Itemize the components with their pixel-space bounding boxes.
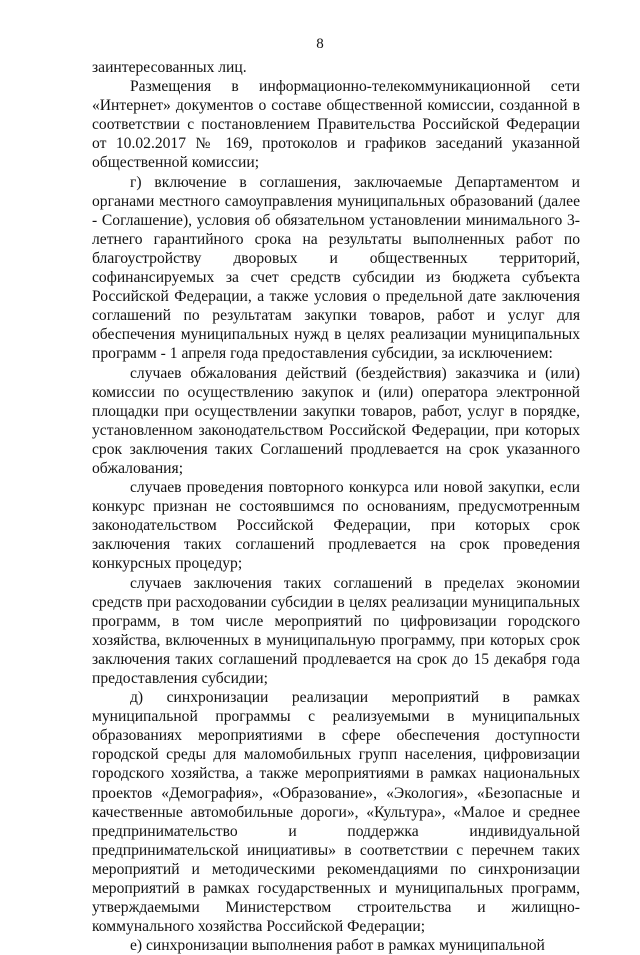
paragraph-publication: Размещения в информационно-телекоммуникационной сети «Интернет» документов о составе общественной комиссии, созданной в соответствии с постановлением Правительства Российской Федерации от 10.02.2017 № 169, протоколов и графиков заседаний указанной общественной комиссии; — [92, 78, 580, 172]
paragraph-continuation: заинтересованных лиц. — [92, 59, 247, 76]
document-body — [92, 58, 580, 955]
paragraph-item-d: д) синхронизации реализации мероприятий в рамках муниципальной программы с реализуемыми в муниципальных образованиях мероприятиями в сфере обеспечения доступности городской среды для маломобильных групп населения, цифровизации городского хозяйства, а также мероприятиями в рамках национальных проектов «Демография», «Образование», «Экология», «Безопасные и качественные автомобильные дороги», «Культура», «Малое и среднее предпринимательство и поддержка индивидуальной предпринимательской инициативы» в соответствии с перечнем таких мероприятий и методическими рекомендациями по синхронизации мероприятий в рамках государственных и муниципальных программ, утверждаемыми Министерством строительства и жилищно-коммунального хозяйства Российской Федерации; — [92, 689, 580, 936]
paragraph-exception-appeal: случаев обжалования действий (бездействия) заказчика и (или) комиссии по осуществлению закупок и (или) оператора электронной площадки при осуществлении закупки товаров, работ, услуг в порядке, установленном законодательством Российской Федерации, при которых срок заключения таких Соглашений продлевается на срок указанного обжалования; — [92, 364, 580, 477]
paragraph-item-g: г) включение в соглашения, заключаемые Департаментом и органами местного самоуправления муниципальных образований (далее - Соглашение), условия об обязательном установлении минимального 3-летнего гарантийного срока на результаты выполненных работ по благоустройству дворовых и общественных территорий, софинансируемых за счет средств субсидии из бюджета субъекта Российской Федерации, а также условия о предельной дате заключения соглашений по результатам закупки товаров, работ и услуг для обеспечения муниципальных нужд в целях реализации муниципальных программ - 1 апреля года предоставления субсидии, за исключением: — [92, 173, 580, 363]
paragraph-exception-repeat-tender: случаев проведения повторного конкурса или новой закупки, если конкурс признан не состоявшимся по основаниям, предусмотренным законодательством Российской Федерации, при которых срок заключения таких соглашений продлевается на срок проведения конкурсных процедур; — [92, 479, 580, 573]
paragraph-item-e: е) синхронизации выполнения работ в рамках муниципальной — [130, 937, 545, 955]
page-number: 8 — [316, 36, 324, 52]
paragraph-exception-savings: случаев заключения таких соглашений в пределах экономии средств при расходовании субсидии в целях реализации муниципальных программ, в том числе мероприятий по цифровизации городского хозяйства, включенных в муниципальную программу, при которых срок заключения таких соглашений продлевается на срок до 15 декабря года предоставления субсидии; — [92, 574, 580, 687]
